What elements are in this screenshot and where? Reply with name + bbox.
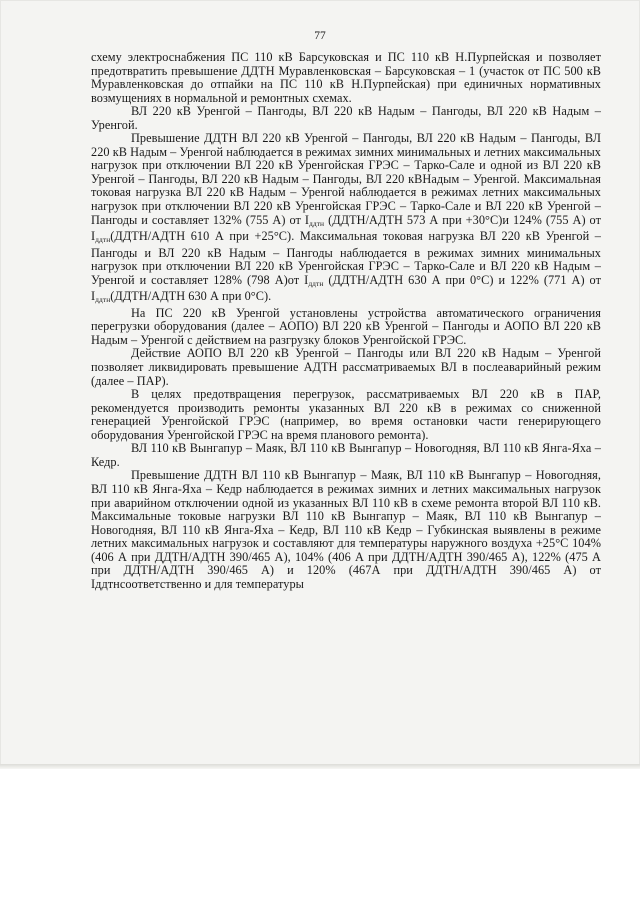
paragraph-text: схему электроснабжения ПС 110 кВ Барсуковская и ПС 110 кВ Н.Пурпейская и позволяет предотвратить превышение ДДТН Муравленковская – Барсуковская – 1 (участок от ПС 500 кВ Муравленковская до отпайки на ПС 110 кВ Н.Пурпейская) при единичных нормативных возмущениях в нормальной и ремонтных схемах.: [91, 50, 601, 105]
paragraph: [91, 132, 601, 307]
paragraph: [91, 105, 601, 132]
paragraph: [91, 469, 601, 591]
paragraph: [91, 307, 601, 348]
paragraph-text: Превышение ДДТН ВЛ 220 кВ Уренгой – Пангоды, ВЛ 220 кВ Надым – Пангоды, ВЛ 220 кВ Надым – Уренгой наблюдается в режимах зимних минимальных и летних максимальных нагрузок при отключении ВЛ 220 кВ Уренгойская ГРЭС – Тарко-Сале и одной из ВЛ 220 кВ Уренгой – Пангоды, ВЛ 220 кВ Надым – Пангоды, ВЛ 220 кВНадым – Уренгой. Максимальная токовая нагрузка ВЛ 220 кВ Надым – Уренгой наблюдается в режимах летних максимальных нагрузок при отключении ВЛ 220 кВ Уренгойская ГРЭС – Тарко-Сале и ВЛ 220 кВ Уренгой – Пангоды и составляет 132% (755 А) от I: [91, 131, 601, 227]
paragraph-text: (ДДТН/АДТН 573 А при +30°С)и 124% (755 А) от I: [91, 212, 602, 244]
paragraph-text: (ДДТН/АДТН 630 А при 0°С).: [110, 289, 272, 304]
paragraph-text: (ДДТН/АДТН 630 А при 0°С) и 122% (771 А) от I: [91, 272, 601, 304]
paragraph-text: Превышение ДДТН ВЛ 110 кВ Вынгапур – Маяк, ВЛ 110 кВ Вынгапур – Новогодняя, ВЛ 110 кВ Янга-Яха – Кедр наблюдается в режимах зимних и летних максимальных нагрузок при аварийном отключении одной из указанных ВЛ 110 кВ в схеме ремонта второй ВЛ 110 кВ. Максимальные токовые нагрузки ВЛ 110 кВ Вынгапур – Маяк, ВЛ 110 кВ Вынгапур – Новогодняя, ВЛ 110 кВ Янга-Яха – Кедр, ВЛ 110 кВ Кедр – Губкинская выявлены в режиме летних максимальных нагрузок и составляют для температуры наружного воздуха +25°С 104% (406 А при ДДТН/АДТН 390/465 А), 104% (406 А при ДДТН/АДТН 390/465 А), 122% (475 А при ДДТН/АДТН 390/465 А) и 120% (467А при ДДТН/АДТН 390/465 А) от Iддтнсоответственно и для температуры: [91, 468, 601, 591]
paragraph-text: На ПС 220 кВ Уренгой установлены устройства автоматического ограничения перегрузки оборудования (далее – АОПО) ВЛ 220 кВ Уренгой – Пангоды и АОПО ВЛ 220 кВ Надым – Уренгой с действием на разгрузку блоков Уренгойской ГРЭС.: [91, 305, 601, 347]
document-body: [91, 51, 601, 591]
paragraph: [91, 388, 601, 442]
paragraph-text: Действие АОПО ВЛ 220 кВ Уренгой – Пангоды или ВЛ 220 кВ Надым – Уренгой позволяет ликвидировать превышение АДТН рассматриваемых ВЛ в послеаварийный режим (далее – ПАР).: [91, 346, 601, 388]
subscript-text: ддтн: [308, 278, 324, 288]
page-number: 77: [314, 30, 326, 42]
subscript-text: ддтн: [95, 235, 111, 245]
paragraph-text: ВЛ 220 кВ Уренгой – Пангоды, ВЛ 220 кВ Надым – Пангоды, ВЛ 220 кВ Надым – Уренгой.: [91, 104, 601, 132]
paragraph: [91, 51, 601, 105]
paragraph-text: (ДДТН/АДТН 610 А при +25°С). Максимальная токовая нагрузка ВЛ 220 кВ Уренгой – Пангоды и ВЛ 220 кВ Надым – Пангоды наблюдается в режимах зимних минимальных нагрузок при отключении ВЛ 220 кВ Уренгойская ГРЭС – Тарко-Сале и ВЛ 220 кВ Надым – Уренгой и составляет 128% (798 А)от I: [91, 229, 601, 287]
paragraph-text: В целях предотвращения перегрузок, рассматриваемых ВЛ 220 кВ в ПАР, рекомендуется производить ремонты указанных ВЛ 220 кВ в режимах со сниженной генерацией Уренгойской ГРЭС (например, во время остановки части генерирующего оборудования Уренгойской ГРЭС на время планового ремонта).: [91, 387, 601, 442]
subscript-text: ддтн: [95, 295, 111, 305]
paragraph: [91, 347, 601, 388]
paragraph: [91, 442, 601, 469]
paragraph-text: ВЛ 110 кВ Вынгапур – Маяк, ВЛ 110 кВ Вынгапур – Новогодняя, ВЛ 110 кВ Янга-Яха – Кедр.: [91, 441, 601, 469]
subscript-text: ддтн: [309, 218, 325, 228]
scan-edge-shadow: [0, 764, 640, 769]
